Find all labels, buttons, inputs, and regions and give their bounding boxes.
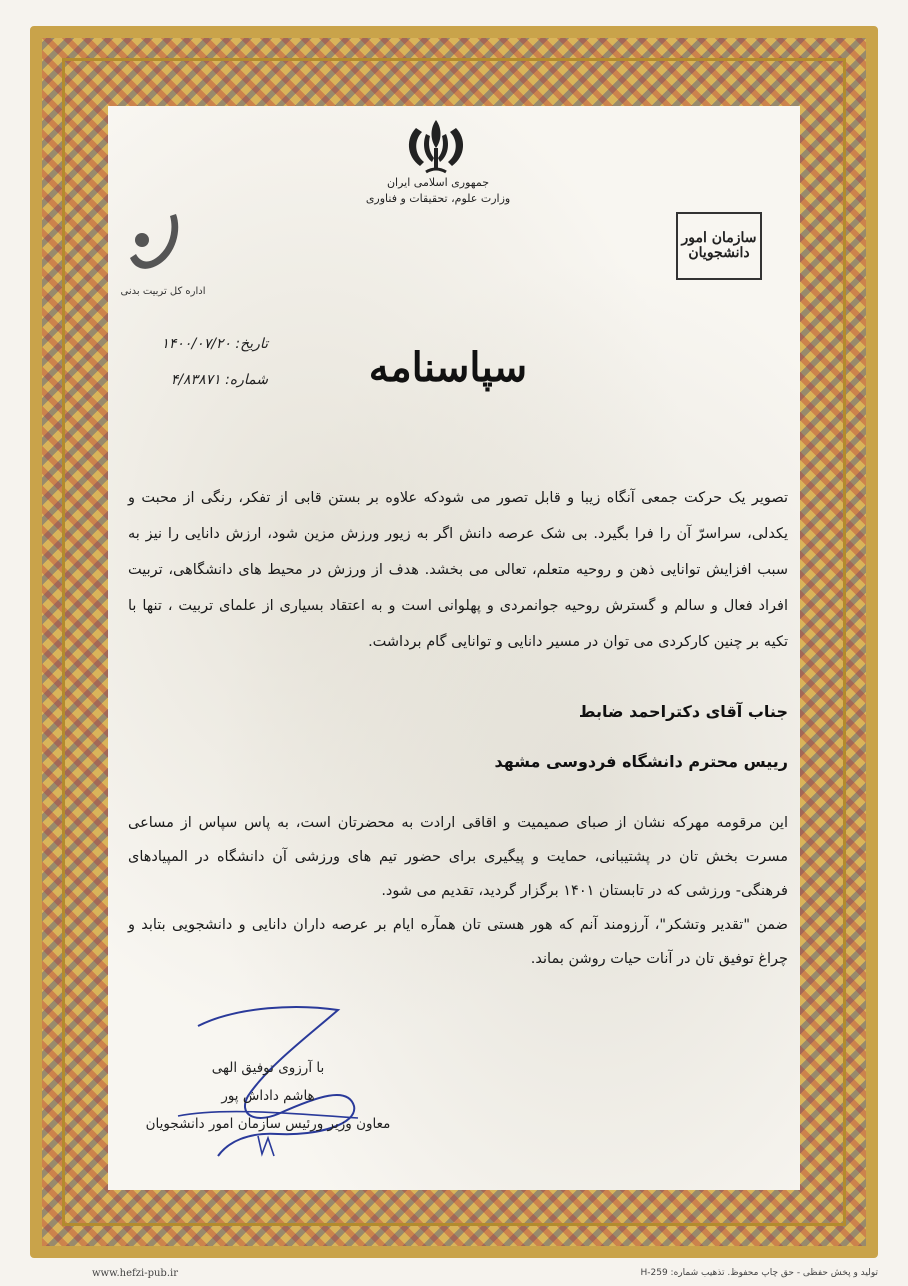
wishes-paragraph: ضمن "تقدیر وتشکر"، آرزومند آنم که هور هستی تان همآره ایام بر عرصه داران دانایی و دانشجویی بتابد و چراغ توفیق تان در آنات حیات روشن بماند.: [128, 917, 788, 967]
student-affairs-logo: سازمان امور دانشجویان: [676, 212, 762, 280]
letter-number: شماره: ۴/۸۳۸۷۱: [170, 372, 268, 388]
closing-block: [138, 1054, 398, 1138]
appreciation-paragraphs: [128, 806, 788, 976]
iran-emblem-icon: [396, 114, 476, 184]
recipient-name: جناب آقای دکتراحمد ضابط: [578, 702, 788, 721]
signer-title: معاون وزیر ورئیس سازمان امور دانشجویان: [145, 1116, 391, 1132]
closing-wish: با آرزوی توفیق الهی: [211, 1060, 325, 1076]
ministry-line-2: وزارت علوم، تحقیقات و فناوری: [365, 192, 511, 205]
signer-name: هاشم داداش پور: [221, 1088, 315, 1104]
footer-imprint: تولید و پخش حفظی - حق چاپ محفوظ. تذهیب شماره: H-259: [640, 1268, 878, 1278]
certificate-title: سپاسنامه: [368, 344, 528, 391]
recipient-position: رییس محترم دانشگاه فردوسی مشهد: [494, 752, 788, 771]
footer-website: www.hefzi-pub.ir: [92, 1268, 178, 1279]
physical-education-logo-icon: [126, 210, 190, 278]
ministry-line-1: جمهوری اسلامی ایران: [386, 176, 490, 189]
letter-date: تاریخ: ۱۴۰۰/۰۷/۲۰: [161, 336, 268, 352]
physical-education-caption: اداره کل تربیت بدنی: [120, 286, 206, 297]
appreciation-paragraph: این مرقومه مهرکه نشان از صبای صمیمیت و اقاقی ارادت به محضرتان است، به پاس سپاس از مساعی مسرت بخش تان در پشتیبانی، حمایت و پیگیری برای حضور تیم های ورزشی آن دانشگاه در المپیادهای فرهنگی- ورزشی که در تابستان ۱۴۰۱ برگزار گردید، تقدیم می شود.: [128, 815, 788, 899]
intro-paragraph: تصویر یک حرکت جمعی آنگاه زیبا و قابل تصور می شودکه علاوه بر بستن قابی از تفکر، رنگی از محبت و یکدلی، سراسرّ آن را فرا بگیرد. بی شک عرصه دانش اگر به زیور ورزش مزین شود، ارزش دانایی را نیز به سبب افزایش توانایی ذهن و روحیه متعلم، تعالی می بخشد. هدف از ورزش در محیط های دانشگاهی، تربیت افراد فعال و سالم و گسترش روحیه جوانمردی و پهلوانی است و به اعتقاد بسیاری از علمای تربیت ، تنها با تکیه بر چنین کارکردی می توان در مسیر دانایی و توانایی گام برداشت.: [128, 490, 788, 650]
certificate-paper: [108, 106, 800, 1190]
